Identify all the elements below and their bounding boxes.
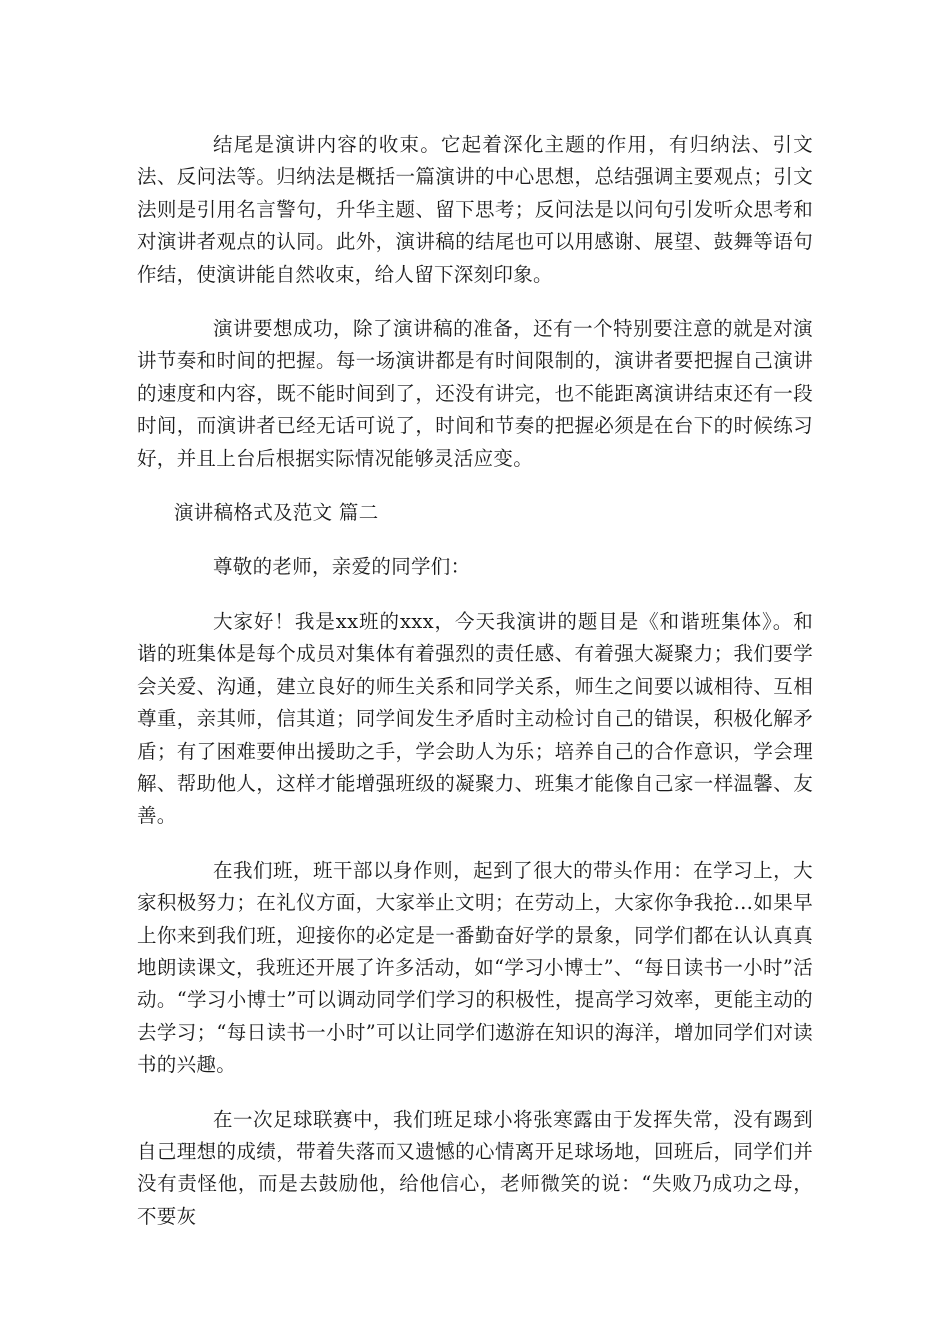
paragraph-ending-methods: 结尾是演讲内容的收束。它起着深化主题的作用，有归纳法、引文法、反问法等。归纳法是概括一篇演讲的中心思想，总结强调主要观点；引文法则是引用名言警句，升华主题、留下思考；反问法是以问句引发听众思考和对演讲者观点的认同。此外，演讲稿的结尾也可以用感谢、展望、鼓舞等语句作结，使演讲能自然收束，给人留下深刻印象。 — [137, 133, 813, 286]
paragraph-rhythm-timing: 演讲要想成功，除了演讲稿的准备，还有一个特别要注意的就是对演讲节奏和时间的把握。每一场演讲都是有时间限制的，演讲者要把握自己演讲的速度和内容，既不能时间到了，还没有讲完，也不能距离演讲结束还有一段时间，而演讲者已经无话可说了，时间和节奏的把握必须是在台下的时候练习好，并且上台后根据实际情况能够灵活应变。 — [137, 317, 813, 470]
paragraph-harmonious-class: 大家好！我是xx班的xxx，今天我演讲的题目是《和谐班集体》。和谐的班集体是每个成员对集体有着强烈的责任感、有着强大凝聚力；我们要学会关爱、沟通，建立良好的师生关系和同学关系，师生之间要以诚相待、互相尊重，亲其师，信其道；同学间发生矛盾时主动检讨自己的错误，积极化解矛盾；有了困难要伸出援助之手，学会助人为乐；培养自己的合作意识，学会理解、帮助他人，这样才能增强班级的凝聚力、班集才能像自己家一样温馨、友善。 — [137, 609, 813, 828]
section-heading: 演讲稿格式及范文 篇二 — [174, 501, 379, 525]
paragraph-class-activities: 在我们班，班干部以身作则，起到了很大的带头作用：在学习上，大家积极努力；在礼仪方面，大家举止文明；在劳动上，大家你争我抢…如果早上你来到我们班，迎接你的必定是一番勤奋好学的景象，同学们都在认认真真地朗读课文，我班还开展了许多活动，如“学习小博士”、“每日读书一小时”活动。“学习小博士”可以调动同学们学习的积极性，提高学习效率，更能主动的去学习；“每日读书一小时”可以让同学们遨游在知识的海洋，增加同学们对读书的兴趣。 — [137, 858, 813, 1077]
paragraph-football-match: 在一次足球联赛中，我们班足球小将张寒露由于发挥失常，没有踢到自己理想的成绩，带着失落而又遗憾的心情离开足球场地，回班后，同学们并没有责怪他，而是去鼓励他，给他信心，老师微笑的说：“失败乃成功之母，不要灰 — [137, 1107, 813, 1228]
speech-greeting: 尊敬的老师，亲爱的同学们： — [213, 555, 471, 579]
document-body — [137, 129, 813, 1233]
